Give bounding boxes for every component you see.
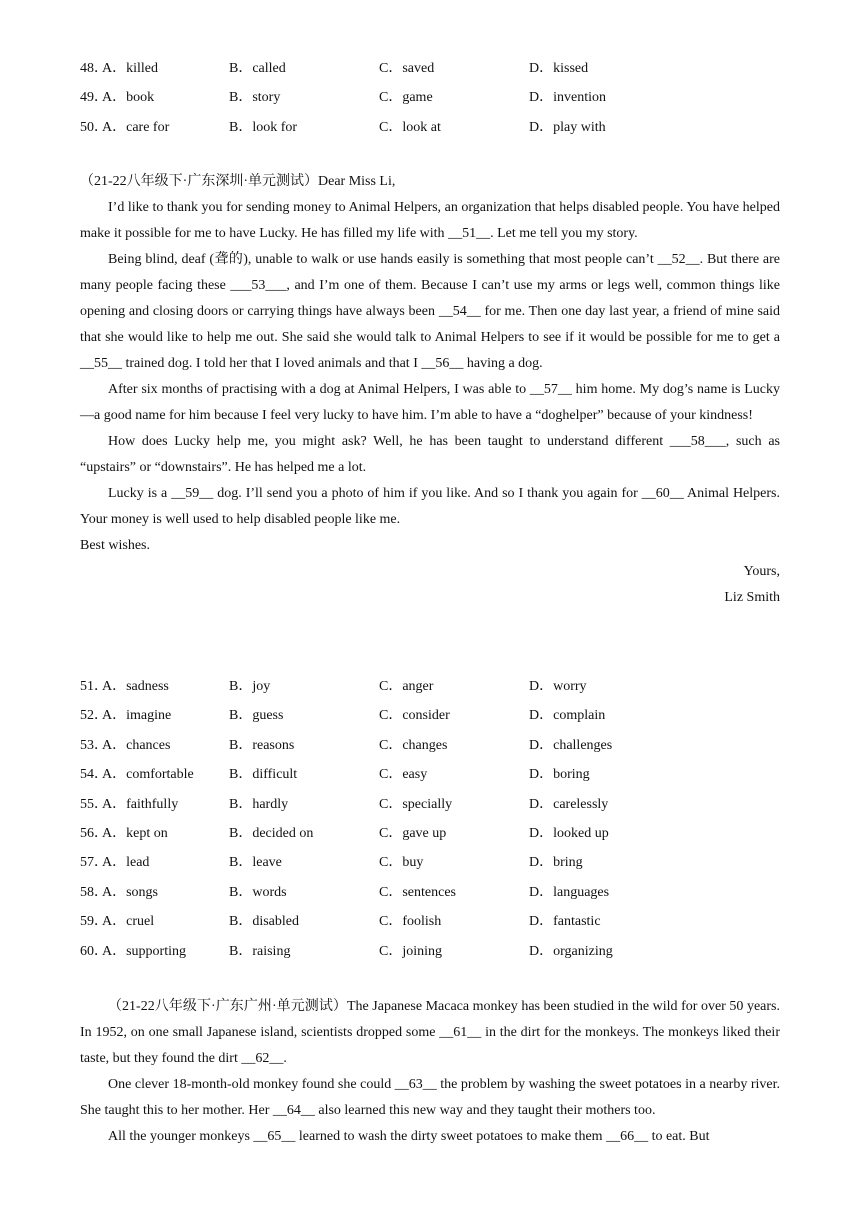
- question-options-row: [80, 878, 780, 907]
- question-options-row: [80, 760, 780, 789]
- question-options-row: [80, 819, 780, 848]
- question-number: 60．: [80, 943, 108, 959]
- option-d: D．languages: [529, 884, 610, 900]
- option-d: D．looked up: [529, 825, 609, 841]
- passage-1-paragraph-5: [80, 481, 780, 533]
- option-a: A．songs: [102, 884, 159, 900]
- question-options-row: [80, 83, 780, 112]
- option-b: B．look for: [229, 119, 298, 135]
- question-number: 51．: [80, 679, 108, 694]
- option-d: D．play with: [529, 119, 606, 135]
- text: . Let me tell you my story.: [490, 226, 638, 241]
- passage-1-paragraph-1: [80, 195, 780, 247]
- option-b: B．story: [229, 90, 281, 106]
- text: , such as “upstairs” or “downstairs”. He has helped me a lot.: [80, 434, 780, 475]
- text: , and I’m one of them. Because I can’t use my arms or legs well, common things like opening and closing doors or carrying things have always been: [80, 278, 781, 319]
- text: .: [283, 1051, 287, 1066]
- option-c: C．easy: [379, 767, 428, 783]
- option-d: D．bring: [529, 855, 583, 871]
- text: Animal Helpers. Your money is well used to help disabled people like me.: [80, 486, 780, 527]
- text: him home. My dog’s name is Lucky—a good name for him because I feel very lucky to have him. I’m able to have a “doghelper” because of your kindness!: [80, 382, 780, 423]
- text: Lucky is a: [108, 486, 172, 501]
- question-options-row: [80, 937, 780, 966]
- blank-57: __57__: [529, 382, 572, 397]
- question-number: 52．: [80, 708, 108, 724]
- option-b: B．reasons: [229, 737, 295, 753]
- option-d: D．worry: [529, 679, 587, 694]
- option-c: C．foolish: [379, 914, 442, 930]
- passage-2-paragraph-2: [80, 1072, 780, 1124]
- question-number: 59．: [80, 914, 108, 930]
- option-a: A．kept on: [102, 825, 168, 841]
- text: dog. I’ll send you a photo of him if you like. And so I thank you again for: [213, 486, 642, 501]
- option-c: C．sentences: [379, 884, 456, 900]
- text: Being blind, deaf (聋的), unable to walk or use hands easily is something that most people can’t: [108, 252, 658, 267]
- question-number: 57．: [80, 855, 108, 871]
- passage-2-paragraph-3: [80, 1124, 780, 1150]
- blank-54: __54__: [438, 304, 481, 319]
- passage-1-paragraph-2: [80, 247, 780, 377]
- option-a: A．care for: [102, 119, 170, 135]
- question-number: 49．: [80, 90, 108, 106]
- option-d: D．carelessly: [529, 796, 609, 812]
- option-c: C．buy: [379, 855, 424, 871]
- option-c: C．joining: [379, 943, 443, 959]
- option-d: D．complain: [529, 708, 606, 724]
- blank-65: __65__: [253, 1129, 296, 1144]
- question-options-row: [80, 672, 780, 701]
- option-b: B．disabled: [229, 914, 299, 930]
- closing: Best wishes.: [80, 538, 150, 553]
- passage-1-heading: [80, 169, 780, 195]
- option-a: A．faithfully: [102, 796, 179, 812]
- option-d: D．organizing: [529, 943, 613, 959]
- blank-55: __55__: [80, 356, 122, 371]
- blank-53: ___53___: [230, 278, 287, 293]
- option-b: B．decided on: [229, 825, 314, 841]
- option-c: C．gave up: [379, 825, 447, 841]
- blank-61: __61__: [439, 1025, 482, 1040]
- blank-64: __64__: [272, 1103, 315, 1118]
- yours: Yours,: [743, 564, 780, 579]
- question-options-row: [80, 731, 780, 760]
- options-group-51-60: [80, 672, 780, 966]
- text: I’d like to thank you for sending money to Animal Helpers, an organization that helps disabled people. You have helped make it possible for me to have Lucky. He has filled my life with: [80, 200, 780, 241]
- option-a: A．killed: [102, 61, 158, 76]
- question-options-row: [80, 907, 780, 936]
- blank-58: ___58___: [669, 434, 726, 449]
- question-number: 50．: [80, 119, 108, 135]
- question-number: 58．: [80, 884, 108, 900]
- option-a: A．sadness: [102, 679, 169, 694]
- option-c: C．saved: [379, 61, 435, 76]
- passage-1-paragraph-3: [80, 377, 780, 429]
- option-a: A．book: [102, 90, 155, 106]
- option-b: B．called: [229, 61, 286, 76]
- text: to eat. But: [648, 1129, 710, 1144]
- option-c: C．anger: [379, 679, 434, 694]
- option-b: B．joy: [229, 679, 271, 694]
- blank-63: __63__: [394, 1077, 437, 1092]
- passage-1-greeting: Dear Miss Li,: [318, 174, 396, 189]
- signature: Liz Smith: [724, 590, 780, 605]
- option-a: A．supporting: [102, 943, 186, 959]
- passage-2: [80, 994, 780, 1150]
- option-c: C．changes: [379, 737, 448, 753]
- blank-51: __51__: [448, 226, 491, 241]
- option-c: C．look at: [379, 119, 441, 135]
- question-number: 53．: [80, 737, 108, 753]
- options-group-48-50: [80, 54, 780, 142]
- question-options-row: [80, 113, 780, 142]
- question-options-row: [80, 790, 780, 819]
- text: All the younger monkeys: [108, 1129, 254, 1144]
- option-a: A．imagine: [102, 708, 172, 724]
- text: also learned this new way and they taught their mothers too.: [314, 1103, 656, 1118]
- text: After six months of practising with a dog at Animal Helpers, I was able to: [108, 382, 530, 397]
- blank-59: __59__: [171, 486, 214, 501]
- question-number: 54．: [80, 767, 108, 783]
- option-b: B．words: [229, 884, 287, 900]
- option-b: B．guess: [229, 708, 284, 724]
- text: The Japanese Macaca monkey has been studied in the wild for over 50 years. In 1952, on one small Japanese island, scientists dropped some: [80, 999, 780, 1040]
- text: learned to wash the dirty sweet potatoes to make them: [295, 1129, 607, 1144]
- question-options-row: [80, 54, 780, 83]
- passage-2-paragraph-1: [80, 994, 780, 1072]
- text: in the dirt for the monkeys. The monkeys liked their taste, but they found the dirt: [80, 1025, 780, 1066]
- option-c: C．consider: [379, 708, 450, 724]
- passage-1: [80, 169, 780, 611]
- option-a: A．cruel: [102, 914, 155, 930]
- option-b: B．hardly: [229, 796, 289, 812]
- option-c: C．game: [379, 90, 433, 106]
- option-d: D．invention: [529, 90, 606, 106]
- option-b: B．difficult: [229, 767, 298, 783]
- text: One clever 18-month-old monkey found she could: [108, 1077, 395, 1092]
- question-options-row: [80, 848, 780, 877]
- text: . But there are many people facing these: [80, 252, 780, 293]
- text: How does Lucky help me, you might ask? Well, he has been taught to understand different: [108, 434, 670, 449]
- option-a: A．chances: [102, 737, 171, 753]
- question-options-row: [80, 701, 780, 730]
- option-d: D．kissed: [529, 61, 589, 76]
- blank-60: __60__: [641, 486, 684, 501]
- option-d: D．challenges: [529, 737, 613, 753]
- passage-1-paragraph-4: [80, 429, 780, 481]
- text: for me. Then one day last year, a friend of mine said that she would like to help me out. She said she would talk to Animal Helpers to see if it would be possible for me to get a: [80, 304, 780, 345]
- blank-62: __62__: [241, 1051, 284, 1066]
- text: having a dog.: [463, 356, 543, 371]
- option-a: A．lead: [102, 855, 150, 871]
- passage-1-source: （21-22八年级下·广东深圳·单元测试）: [80, 174, 318, 189]
- question-number: 56．: [80, 825, 108, 841]
- option-d: D．fantastic: [529, 914, 601, 930]
- option-a: A．comfortable: [102, 767, 194, 783]
- passage-2-source: （21-22八年级下·广东广州·单元测试）: [108, 999, 347, 1014]
- option-b: B．raising: [229, 943, 291, 959]
- question-number: 55．: [80, 796, 108, 812]
- blank-52: __52__: [657, 252, 700, 267]
- question-number: 48．: [80, 61, 108, 76]
- text: trained dog. I told her that I loved animals and that I: [122, 356, 422, 371]
- text: the problem by washing the sweet potatoes in a nearby river. She taught this to her mother. Her: [80, 1077, 781, 1118]
- option-d: D．boring: [529, 767, 590, 783]
- blank-66: __66__: [606, 1129, 649, 1144]
- blank-56: __56__: [421, 356, 464, 371]
- option-c: C．specially: [379, 796, 453, 812]
- option-b: B．leave: [229, 855, 282, 871]
